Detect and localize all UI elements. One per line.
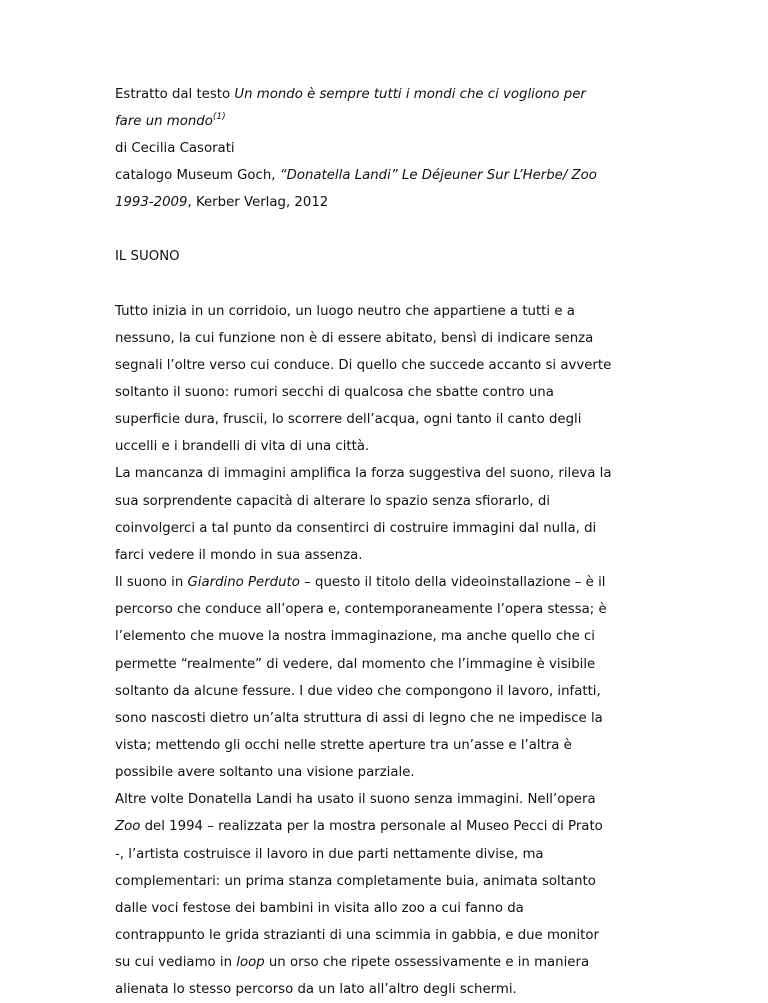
paragraph-4-line-4: complementari: un prima stanza completamente buia, animata soltanto (115, 874, 596, 889)
paragraph-1-line: Tutto inizia in un corridoio, un luogo neutro che appartiene a tutti e a (115, 304, 575, 319)
catalog-title-part-2: 1993-2009 (115, 195, 188, 210)
work-title-giardino-perduto: Giardino Perduto (187, 575, 300, 590)
paragraph-2-line: sua sorprendente capacità di alterare lo spazio senza sfiorarlo, di (115, 494, 551, 509)
header-line-2 (115, 108, 226, 135)
paragraph-2-line: La mancanza di immagini amplifica la forza suggestiva del suono, rileva la (115, 466, 612, 481)
paragraph-1-line: superficie dura, fruscii, lo scorrere dell’acqua, ogni tanto il canto degli (115, 412, 582, 427)
paragraph-3-line: soltanto da alcune fessure. I due video che compongono il lavoro, infatti, (115, 684, 601, 699)
paragraph-3-line: sono nascosti dietro un’alta struttura di assi di legno che ne impedisce la (115, 711, 603, 726)
header-title-part-1: Un mondo è sempre tutti i mondi che ci vogliono per (234, 87, 586, 102)
catalog-line-2 (115, 189, 328, 216)
text-span: – questo il titolo della videoinstallazione – è il (299, 575, 606, 590)
paragraph-4-line-3: -, l’artista costruisce il lavoro in due parti nettamente divise, ma (115, 847, 544, 862)
text-span: un orso che ripete ossessivamente e in maniera (264, 955, 590, 970)
paragraph-3-line: vista; mettendo gli occhi nelle strette aperture tra un’asse e l’altra è (115, 738, 572, 753)
paragraph-2-line: farci vedere il mondo in sua assenza. (115, 548, 363, 563)
section-heading: IL SUONO (115, 249, 180, 264)
catalog-suffix: , Kerber Verlag, 2012 (187, 195, 329, 210)
author-line: di Cecilia Casorati (115, 141, 235, 156)
header-line-1 (115, 81, 586, 108)
paragraph-3-line: permette “realmente” di vedere, dal momento che l’immagine è visibile (115, 657, 596, 672)
paragraph-3-line-1 (115, 569, 605, 596)
paragraph-3-line: possibile avere soltanto una visione parziale. (115, 765, 415, 780)
paragraph-2-line: coinvolgerci a tal punto da consentirci di costruire immagini dal nulla, di (115, 521, 597, 536)
work-title-zoo: Zoo (115, 819, 141, 834)
paragraph-4-line-8: alienata lo stesso percorso da un lato all’altro degli schermi. (115, 982, 517, 997)
paragraph-4-line-6: contrappunto le grida strazianti di una scimmia in gabbia, e due monitor (115, 928, 599, 943)
paragraph-1-line: nessuno, la cui funzione non è di essere abitato, bensì di indicare senza (115, 331, 594, 346)
loop-term: loop (236, 955, 265, 970)
paragraph-1-line: soltanto il suono: rumori secchi di qualcosa che sbatte contro una (115, 385, 554, 400)
paragraph-3-line: l’elemento che muove la nostra immaginazione, ma anche quello che ci (115, 629, 595, 644)
paragraph-4-line-5: dalle voci festose dei bambini in visita allo zoo a cui fanno da (115, 901, 524, 916)
catalog-line-1 (115, 162, 597, 189)
paragraph-1-line: uccelli e i brandelli di vita di una città. (115, 439, 370, 454)
text-span: Il suono in (115, 575, 188, 590)
text-span: del 1994 – realizzata per la mostra personale al Museo Pecci di Prato (140, 819, 603, 834)
paragraph-1-line: segnali l’oltre verso cui conduce. Di quello che succede accanto si avverte (115, 358, 612, 373)
paragraph-3-line: percorso che conduce all’opera e, contemporaneamente l’opera stessa; è (115, 602, 607, 617)
paragraph-4-line-7 (115, 949, 589, 976)
catalog-title-part-1: “Donatella Landi” Le Déjeuner Sur L’Herbe/ Zoo (279, 168, 597, 183)
text-span: su cui vediamo in (115, 955, 237, 970)
paragraph-4-line-2 (115, 813, 603, 840)
catalog-prefix: catalogo Museum Goch, (115, 168, 280, 183)
footnote-marker: (1) (212, 112, 226, 122)
header-prefix: Estratto dal testo (115, 87, 235, 102)
header-title-part-2: fare un mondo (115, 114, 213, 129)
paragraph-4-line-1: Altre volte Donatella Landi ha usato il suono senza immagini. Nell’opera (115, 792, 596, 807)
